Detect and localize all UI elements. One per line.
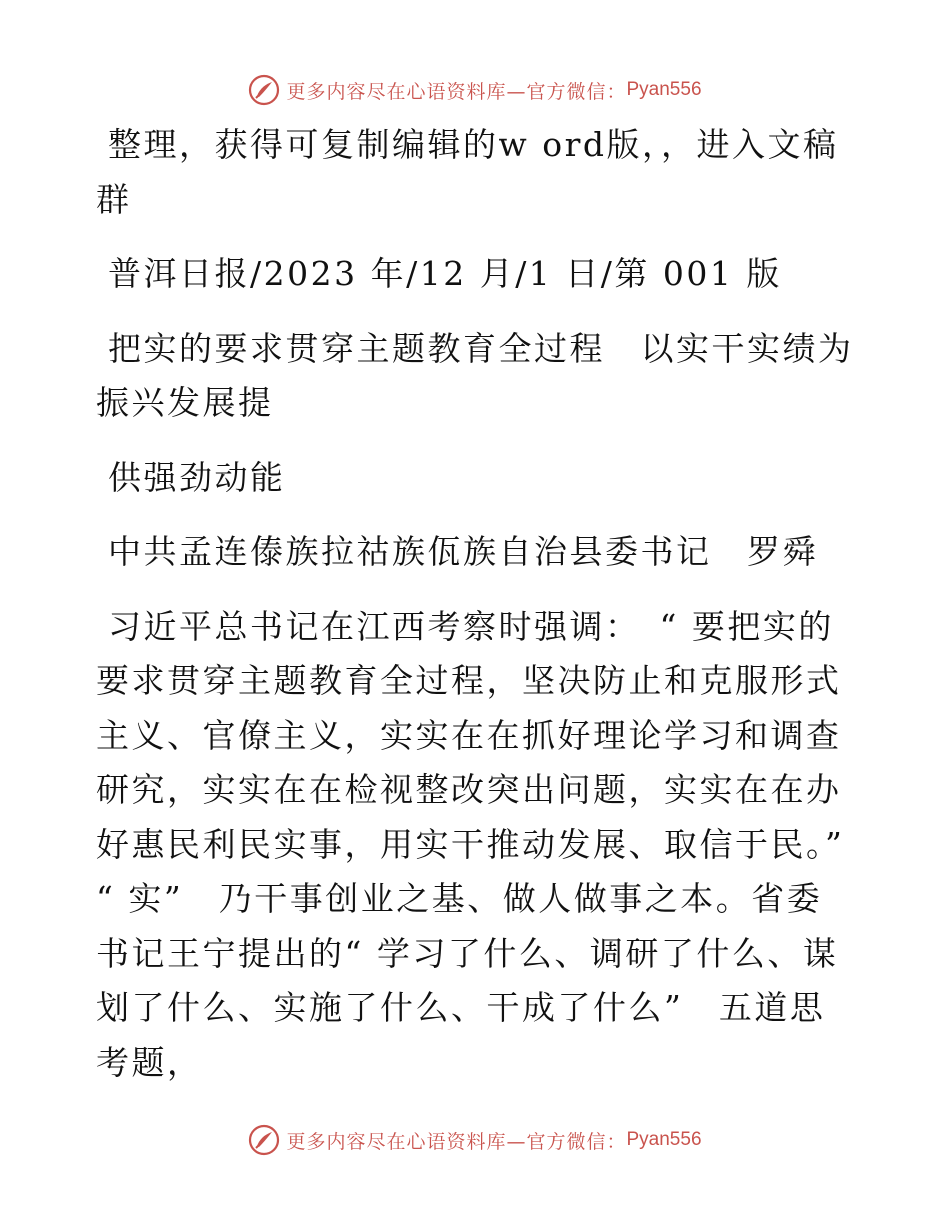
article-title-line-1: 把实的要求贯穿主题教育全过程 以实干实绩为振兴发展提 <box>96 328 854 422</box>
body-paragraph: 习近平总书记在江西考察时强调： “ 要把实的要求贯穿主题教育全过程，坚决防止和克服形式主义、官僚主义，实实在在抓好理论学习和调查研究，实实在在检视整改突出问题，实实在在办好惠民利民实事，用实干推动发展、取信于民。” “ 实” 乃干事创业之基、做人做事之本。省委书记王宁提出的“ 学习了什么、调研了什么、谋划了什么、实施了什么、干成了什么” 五道思考题， <box>96 606 845 1082</box>
header-watermark <box>0 70 950 110</box>
watermark-text: 更多内容尽在心语资料库—官方微信： <box>286 80 627 103</box>
logo-icon <box>248 1124 280 1156</box>
logo-icon <box>248 74 280 106</box>
watermark-text: 更多内容尽在心语资料库—官方微信： <box>286 1130 627 1153</box>
watermark-handle: Pyan556 <box>626 79 702 100</box>
footer-watermark <box>0 1120 950 1160</box>
document-body <box>96 118 856 1110</box>
intro-note: 整理，获得可复制编辑的w ord版，，进入文稿群 <box>96 125 839 219</box>
author-line: 中共孟连傣族拉祜族佤族自治县委书记 罗舜 <box>108 532 818 571</box>
watermark-handle: Pyan556 <box>626 1129 702 1150</box>
article-title-line-2: 供强劲动能 <box>108 457 286 497</box>
source-line: 普洱日报/2023 年/12 月/1 日/第 001 版 <box>108 254 782 293</box>
